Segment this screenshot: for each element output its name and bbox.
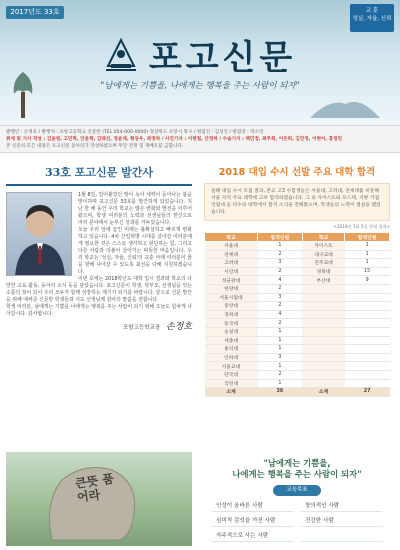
table-row xyxy=(205,310,390,319)
school-cell: 인하대 xyxy=(205,353,258,362)
table-row xyxy=(205,267,390,276)
count-cell: 2 xyxy=(258,302,303,311)
goal-item: 창의적인 사람 xyxy=(301,499,382,512)
count-cell: 1 xyxy=(258,327,303,336)
signature-name: 손정호 xyxy=(165,322,192,332)
school-cell xyxy=(302,336,344,345)
newspaper-title: 포고신문 xyxy=(148,38,297,78)
count-cell: 4 xyxy=(258,310,303,319)
school-cell: 서울대 xyxy=(205,242,258,251)
school-cell: 성균관대 xyxy=(205,276,258,285)
article-title: 33호 포고신문 발간사 xyxy=(6,158,192,186)
table-row xyxy=(205,319,390,328)
count-cell: 2 xyxy=(258,267,303,276)
school-cell: 대구교대 xyxy=(302,250,344,259)
count-cell: 3 xyxy=(258,353,303,362)
stone-inscription: 큰뜻 품어라 xyxy=(74,471,115,505)
vision-slogan xyxy=(200,452,394,480)
school-cell xyxy=(302,370,344,379)
table-row xyxy=(205,353,390,362)
school-cell: 세종대 xyxy=(205,336,258,345)
school-cell: 홍익대 xyxy=(205,345,258,354)
school-stone-photo xyxy=(6,452,192,546)
table-row xyxy=(205,284,390,293)
header-count: 합격인원 xyxy=(258,233,303,242)
count-cell: 1 xyxy=(258,362,303,371)
masthead xyxy=(0,0,400,125)
count-cell xyxy=(345,370,390,379)
vision-slogan-line: "남에게는 기쁨을, xyxy=(263,458,331,468)
issue-badge: 2017년도 33호 xyxy=(6,6,64,19)
table-row xyxy=(205,370,390,379)
masthead-slogan: "남에게는 기쁨을, 나에게는 행복을 주는 사람이 되자" xyxy=(100,81,300,91)
school-cell xyxy=(302,293,344,302)
school-logo-icon xyxy=(104,36,138,74)
info-line-publisher: 발행인 : 손정호 / 발행처 : 포항고등학교 신문반 (TEL 054-000-0000) 경상북도 포항시 북구 / 편집인 : 김성진 / 편집장 : 박소연 xyxy=(6,130,264,135)
table-row xyxy=(205,345,390,354)
count-cell xyxy=(345,379,390,388)
school-cell xyxy=(302,310,344,319)
count-cell: 2 xyxy=(258,319,303,328)
article-body xyxy=(6,192,192,332)
school-cell: 숭실대 xyxy=(205,327,258,336)
count-cell: 1 xyxy=(345,250,390,259)
count-cell xyxy=(345,362,390,371)
count-cell: 1 xyxy=(345,259,390,268)
count-cell: 15 xyxy=(345,267,390,276)
school-cell xyxy=(302,319,344,328)
info-line-reporters: 취재 및 기사 작성 : 김윤영, 고민혁, 안윤혁, 김태선, 정윤재, 황동우, 곽정하 / 사진기자 : 이현철, 안정하 / 수습기자 : 백민정, 최주희, 이은희, 김민정, 이현아, 홍정민 xyxy=(6,137,343,142)
island-icon xyxy=(310,92,380,120)
count-cell xyxy=(345,336,390,345)
school-cell: 진주교대 xyxy=(302,259,344,268)
count-cell: 4 xyxy=(258,276,303,285)
school-cell xyxy=(302,345,344,354)
info-line-notice: 본 신문의 모든 내용은 포고신문 동아리가 작성하였으며 무단 전재 및 재배포를 금합니다. xyxy=(6,144,184,149)
goal-item: 건강한 사람 xyxy=(301,514,382,527)
school-cell: 서강대 xyxy=(205,267,258,276)
admissions-title: 2018 대입 수시 선발 주요 대학 합격 xyxy=(218,167,376,178)
motto-label: 교 훈 xyxy=(365,8,379,14)
table-row xyxy=(205,336,390,345)
signature-org: 포항고등학교장 xyxy=(122,325,161,331)
article-paragraph: 오늘 우리 앞에 놓인 미래는 불확실하고 빠르게 변화하고 있습니다. 4차 산업혁명 시대를 살아갈 여러분에게 필요한 것은 스스로 생각하고 판단하는 힘, 그리고 다른 사람과 더불어 살아가는 따뜻한 마음입니다. 우리 학교는 '성실, 자율, 신뢰'의 교훈 아래 여러분이 꿈을 향해 나아갈 수 있도록 최선을 다해 지원하겠습니다. xyxy=(78,227,192,275)
count-cell: 1 xyxy=(258,345,303,354)
count-cell xyxy=(345,345,390,354)
school-cell: 연세대 xyxy=(205,250,258,259)
table-row xyxy=(205,302,390,311)
school-cell: 동국대 xyxy=(205,319,258,328)
publication-info xyxy=(0,125,400,153)
school-cell: 국민대 xyxy=(205,379,258,388)
school-cell: 소계 xyxy=(302,388,344,397)
editorial-article xyxy=(6,158,192,450)
principal-portrait xyxy=(6,192,72,276)
table-row xyxy=(205,276,390,285)
article-paragraph: 1월 8일, 얼어붙었던 땅이 녹아 새싹이 돋아나는 봄을 맞이하며 포고신문 33호를 발간하게 되었습니다. 지난 한 해 동안 우리 학교는 많은 변화와 발전을 이루어 왔으며, 학생 여러분의 노력과 선생님들의 헌신으로 여러 분야에서 눈부신 성과를 거두었습니다. xyxy=(78,192,192,226)
table-row xyxy=(205,293,390,302)
school-cell: 고려대 xyxy=(205,259,258,268)
count-cell xyxy=(345,353,390,362)
table-row xyxy=(205,259,390,268)
school-cell xyxy=(302,379,344,388)
motto-badge xyxy=(350,4,394,32)
article-paragraph: 학생 여러분, 남에게는 기쁨을 나에게는 행복을 주는 사람이 되기 위해 오늘도 힘차게 나아갑시다. 감사합니다. xyxy=(6,304,192,317)
table-row xyxy=(205,388,390,397)
goal-header: 교육목표 xyxy=(273,485,321,496)
table-row xyxy=(205,242,390,251)
table-row xyxy=(205,250,390,259)
admissions-table xyxy=(204,232,390,397)
table-header-row xyxy=(205,233,390,242)
school-cell xyxy=(302,327,344,336)
school-cell xyxy=(302,284,344,293)
count-cell: 2 xyxy=(258,284,303,293)
admissions-section xyxy=(200,158,394,397)
school-cell: 중앙대 xyxy=(205,302,258,311)
header-school: 학교 xyxy=(205,233,258,242)
count-cell xyxy=(345,327,390,336)
school-cell: 부산대 xyxy=(302,276,344,285)
header-count: 합격인원 xyxy=(345,233,390,242)
motto-text: 성실, 자율, 신뢰 xyxy=(352,16,392,22)
count-cell xyxy=(345,302,390,311)
count-cell: 1 xyxy=(258,336,303,345)
count-cell: 3 xyxy=(258,293,303,302)
school-cell: 단국대 xyxy=(205,370,258,379)
school-cell: 소계 xyxy=(205,388,258,397)
count-cell: 2 xyxy=(258,250,303,259)
goal-item xyxy=(301,529,382,542)
masthead-title-wrap xyxy=(0,30,400,79)
count-cell: 27 xyxy=(345,388,390,397)
school-cell xyxy=(302,302,344,311)
count-cell: 1 xyxy=(258,379,303,388)
vision-slogan-line: 나에게는 행복을 주는 사람이 되자" xyxy=(232,469,362,479)
goal-item: 인성이 올바른 사람 xyxy=(212,499,293,512)
count-cell: 1 xyxy=(258,242,303,251)
table-row xyxy=(205,362,390,371)
count-cell: 36 xyxy=(258,388,303,397)
admissions-table-body xyxy=(205,242,390,397)
school-cell: 한양대 xyxy=(205,284,258,293)
admissions-note: <2018년 1월 5일 현재 집계> xyxy=(333,224,390,229)
goal-list xyxy=(200,499,394,542)
person-icon xyxy=(7,193,72,276)
count-cell xyxy=(345,284,390,293)
signature-line xyxy=(6,324,192,332)
vision-section xyxy=(200,452,394,546)
admissions-summary: 올해 대입 수시 모집 결과, 본교 고3 수험생들은 서울대, 고려대, 연세대를 비롯해 서울 지역 주요 대학에 고루 합격하였습니다. 그 외 카이스트와 포스텍, 지방 거점 국립대 등 다수의 대학에서 합격 소식을 전해왔으며, 학생들의 노력이 결실을 맺었습니다. xyxy=(204,183,390,221)
school-cell xyxy=(302,353,344,362)
school-cell xyxy=(302,362,344,371)
article-paragraph: 이번 호에는 2018학년도 대학 입시 결과와 학교의 다양한 교육 활동, 동아리 소식 등을 담았습니다. 포고신문이 학생, 학부모, 선생님을 잇는 소통의 창이 되어 우리 모두가 함께 성장하는 계기가 되기를 바랍니다. 끝으로 신문 발간을 위해 애써준 신문반 학생들과 지도 선생님께 감사의 말씀을 전합니다. xyxy=(6,276,192,303)
school-cell: 카이스트 xyxy=(302,242,344,251)
table-row xyxy=(205,327,390,336)
count-cell xyxy=(345,310,390,319)
school-cell: 경희대 xyxy=(205,310,258,319)
count-cell: 2 xyxy=(258,370,303,379)
count-cell: 3 xyxy=(258,259,303,268)
school-cell: 서울교대 xyxy=(205,362,258,371)
goal-item: 심미적 감성을 가진 사람 xyxy=(212,514,293,527)
count-cell xyxy=(345,293,390,302)
table-row xyxy=(205,379,390,388)
school-cell: 경북대 xyxy=(302,267,344,276)
school-cell: 서울시립대 xyxy=(205,293,258,302)
count-cell xyxy=(345,319,390,328)
goal-item: 자주적으로 사는 사람 xyxy=(212,529,293,542)
count-cell: 9 xyxy=(345,276,390,285)
header-school: 학교 xyxy=(302,233,344,242)
count-cell: 1 xyxy=(345,242,390,251)
